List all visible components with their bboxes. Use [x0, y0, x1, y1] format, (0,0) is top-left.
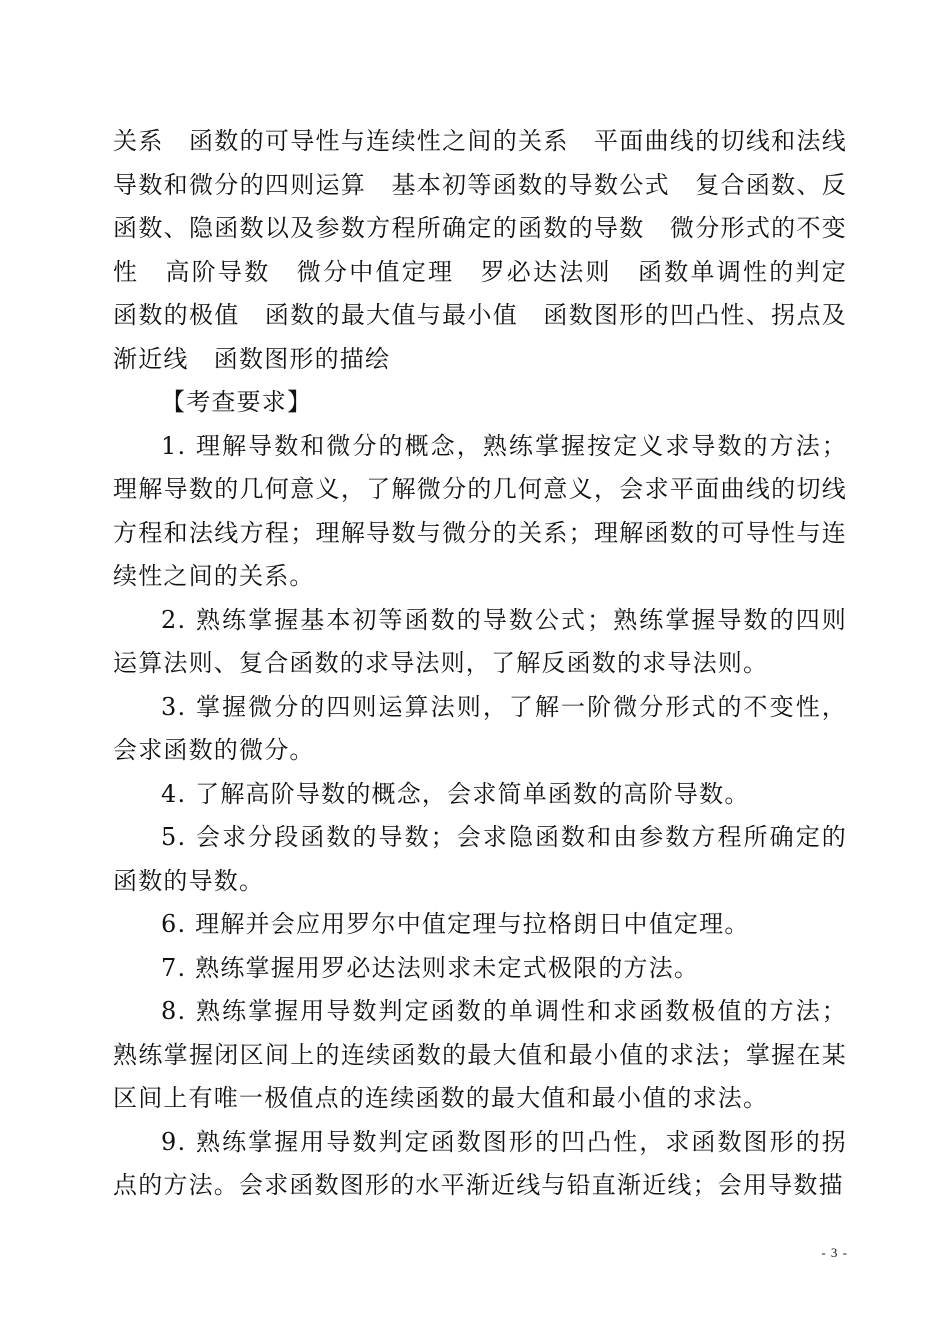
document-body: [113, 120, 873, 1208]
page-number: - 3 -: [821, 1245, 848, 1260]
requirement-item-8: 8. 熟练掌握用导数判定函数的单调性和求函数极值的方法；熟练掌握闭区间上的连续函数的最大值和最小值的求法；掌握在某区间上有唯一极值点的连续函数的最大值和最小值的求法。: [113, 997, 847, 1112]
requirement-item-5: 5. 会求分段函数的导数；会求隐函数和由参数方程所确定的函数的导数。: [113, 823, 847, 895]
requirement-item-3: 3. 掌握微分的四则运算法则，了解一阶微分形式的不变性，会求函数的微分。: [113, 692, 847, 764]
section-title: 【考查要求】: [161, 388, 313, 416]
requirement-item-4: 4. 了解高阶导数的概念，会求简单函数的高阶导数。: [161, 779, 750, 808]
requirement-item-1: 1. 理解导数和微分的概念，熟练掌握按定义求导数的方法；理解导数的几何意义，了解微分的几何意义，会求平面曲线的切线方程和法线方程；理解导数与微分的关系；理解函数的可导性与连续性之间的关系。: [113, 431, 847, 590]
requirement-item-2: 2. 熟练掌握基本初等函数的导数公式；熟练掌握导数的四则运算法则、复合函数的求导法则，了解反函数的求导法则。: [113, 605, 847, 677]
requirement-item-6: 6. 理解并会应用罗尔中值定理与拉格朗日中值定理。: [161, 910, 750, 938]
requirement-item-9: 9. 熟练掌握用导数判定函数图形的凹凸性，求函数图形的拐点的方法。会求函数图形的水平渐近线与铅直渐近线；会用导数描: [113, 1127, 847, 1199]
intro-paragraph: 关系 函数的可导性与连续性之间的关系 平面曲线的切线和法线 导数和微分的四则运算 基本初等函数的导数公式 复合函数、反函数、隐函数以及参数方程所确定的函数的导数 微分形式的不变性 高阶导数 微分中值定理 罗必达法则 函数单调性的判定 函数的极值 函数的最大值与最小值 函数图形的凹凸性、拐点及渐近线 函数图形的描绘: [113, 127, 873, 373]
requirement-item-7: 7. 熟练掌握用罗必达法则求未定式极限的方法。: [161, 953, 700, 982]
